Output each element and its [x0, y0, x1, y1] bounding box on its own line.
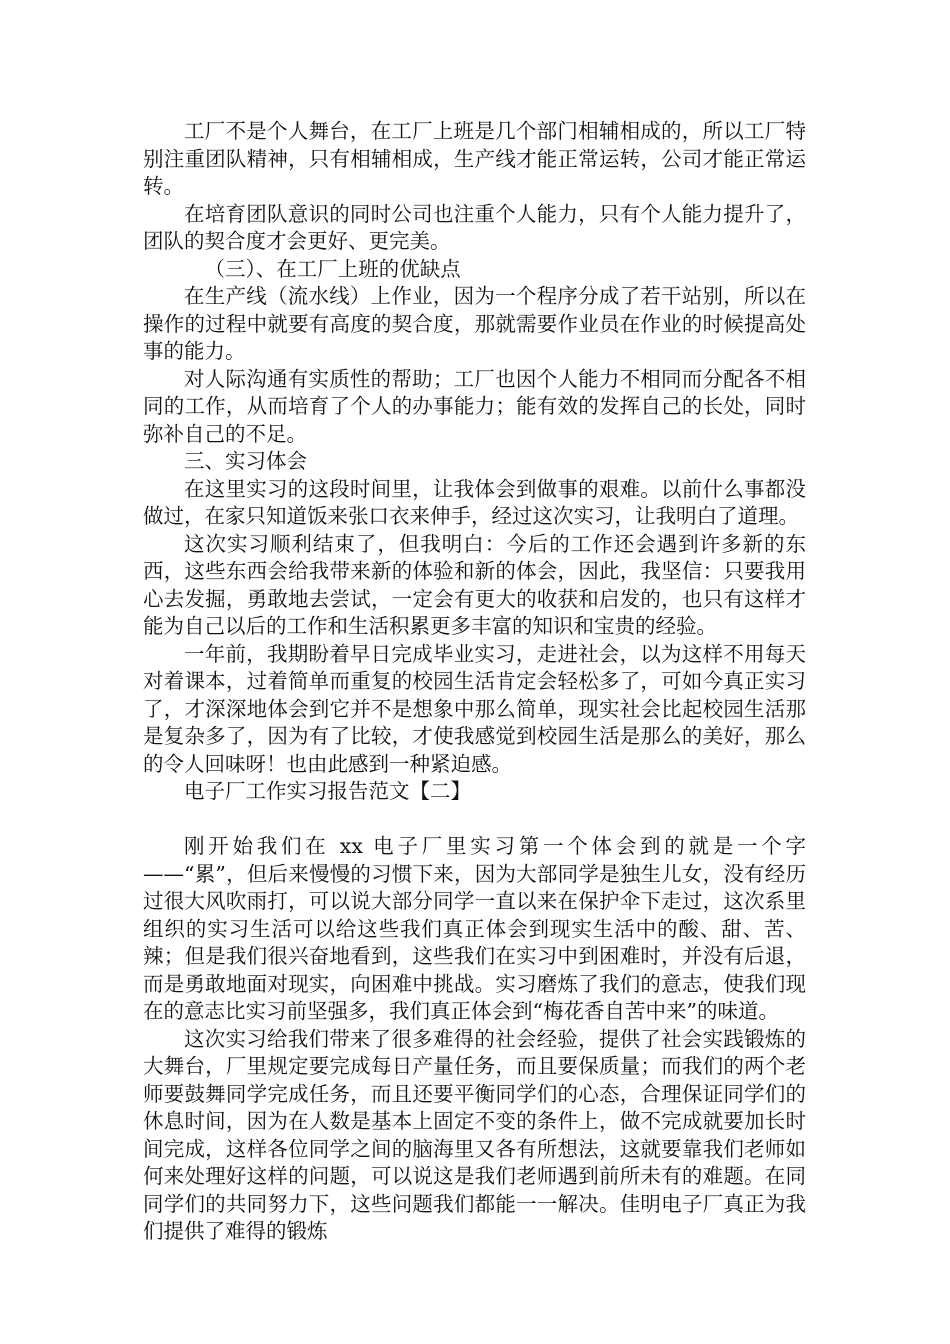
section-heading-reflections: 三、实习体会 — [184, 449, 307, 473]
document-page — [143, 118, 806, 1246]
report-title-two: 电子厂工作实习报告范文【二】 — [184, 779, 471, 803]
blank-line — [143, 806, 806, 834]
paragraph-a-year-ago: 一年前，我期盼着早日完成毕业实习，走进社会，以为这样不用每天对着课本，过着简单而重复的校园生活肯定会轻松多了，可如今真正实习了，才深深地体会到它并不是想象中那么简单，现实社会比起校园生活那是复杂多了，因为有了比较，才使我感觉到校园生活是那么的美好，那么的令人回味呀！也由此感到一种紧迫感。 — [143, 641, 806, 776]
paragraph-social-experience: 这次实习给我们带来了很多难得的社会经验，提供了社会实践锻炼的大舞台，厂里规定要完成每日产量任务，而且要保质量；而我们的两个老师要鼓舞同学完成任务，而且还要平衡同学们的心态，合理保证同学们的休息时间，因为在人数是基本上固定不变的条件上，做不完成就要加长时间完成，这样各位同学之间的脑海里又各有所想法，这就要靠我们老师如何来处理好这样的问题，可以说这是我们老师遇到前所未有的难题。在同同学们的共同努力下，这些问题我们都能一一解决。佳明电子厂真正为我们提供了难得的锻炼 — [143, 1026, 806, 1243]
paragraph-conclusion: 这次实习顺利结束了，但我明白：今后的工作还会遇到许多新的东西，这些东西会给我带来新的体验和新的体会，因此，我坚信：只要我用心去发掘，勇敢地去尝试，一定会有更大的收获和启发的，也只有这样才能为自己以后的工作和生活积累更多丰富的知识和宝贵的经验。 — [143, 531, 806, 638]
paragraph-individual-ability: 在培育团队意识的同时公司也注重个人能力，只有个人能力提升了，团队的契合度才会更好、更完美。 — [143, 201, 806, 253]
section-heading-pros-cons: （三）、在工厂上班的优缺点 — [204, 256, 461, 281]
paragraph-production-line: 在生产线（流水线）上作业，因为一个程序分成了若干站别，所以在操作的过程中就要有高度的契合度，那就需要作业员在作业的时候提高处事的能力。 — [143, 284, 806, 363]
paragraph-first-impression: 刚开始我们在 xx 电子厂里实习第一个体会到的就是一个字——“累”，但后来慢慢的习惯下来，因为大部同学是独生儿女，没有经历过很大风吹雨打，可以说大部分同学一直以来在保护伞下走过，这次系里组织的实习生活可以给这些我们真正体会到现实生活中的酸、甜、苦、辣；但是我们很兴奋地看到，这些我们在实习中到困难时，并没有后退，而是勇敢地面对现实，向困难中挑战。实习磨炼了我们的意志，使我们现在的意志比实习前坚强多，我们真正体会到“梅花香自苦中来”的味道。 — [143, 834, 806, 1023]
paragraph-communication: 对人际沟通有实质性的帮助；工厂也因个人能力不相同而分配各不相同的工作，从而培育了个人的办事能力；能有效的发挥自己的长处，同时弥补自己的不足。 — [143, 366, 806, 446]
paragraph-hardship: 在这里实习的这段时间里，让我体会到做事的艰难。以前什么事都没做过，在家只知道饭来张口衣来伸手，经过这次实习，让我明白了道理。 — [143, 476, 806, 528]
paragraph-teamwork: 工厂不是个人舞台，在工厂上班是几个部门相辅相成的，所以工厂特别注重团队精神，只有相辅相成，生产线才能正常运转，公司才能正常运转。 — [143, 119, 806, 198]
